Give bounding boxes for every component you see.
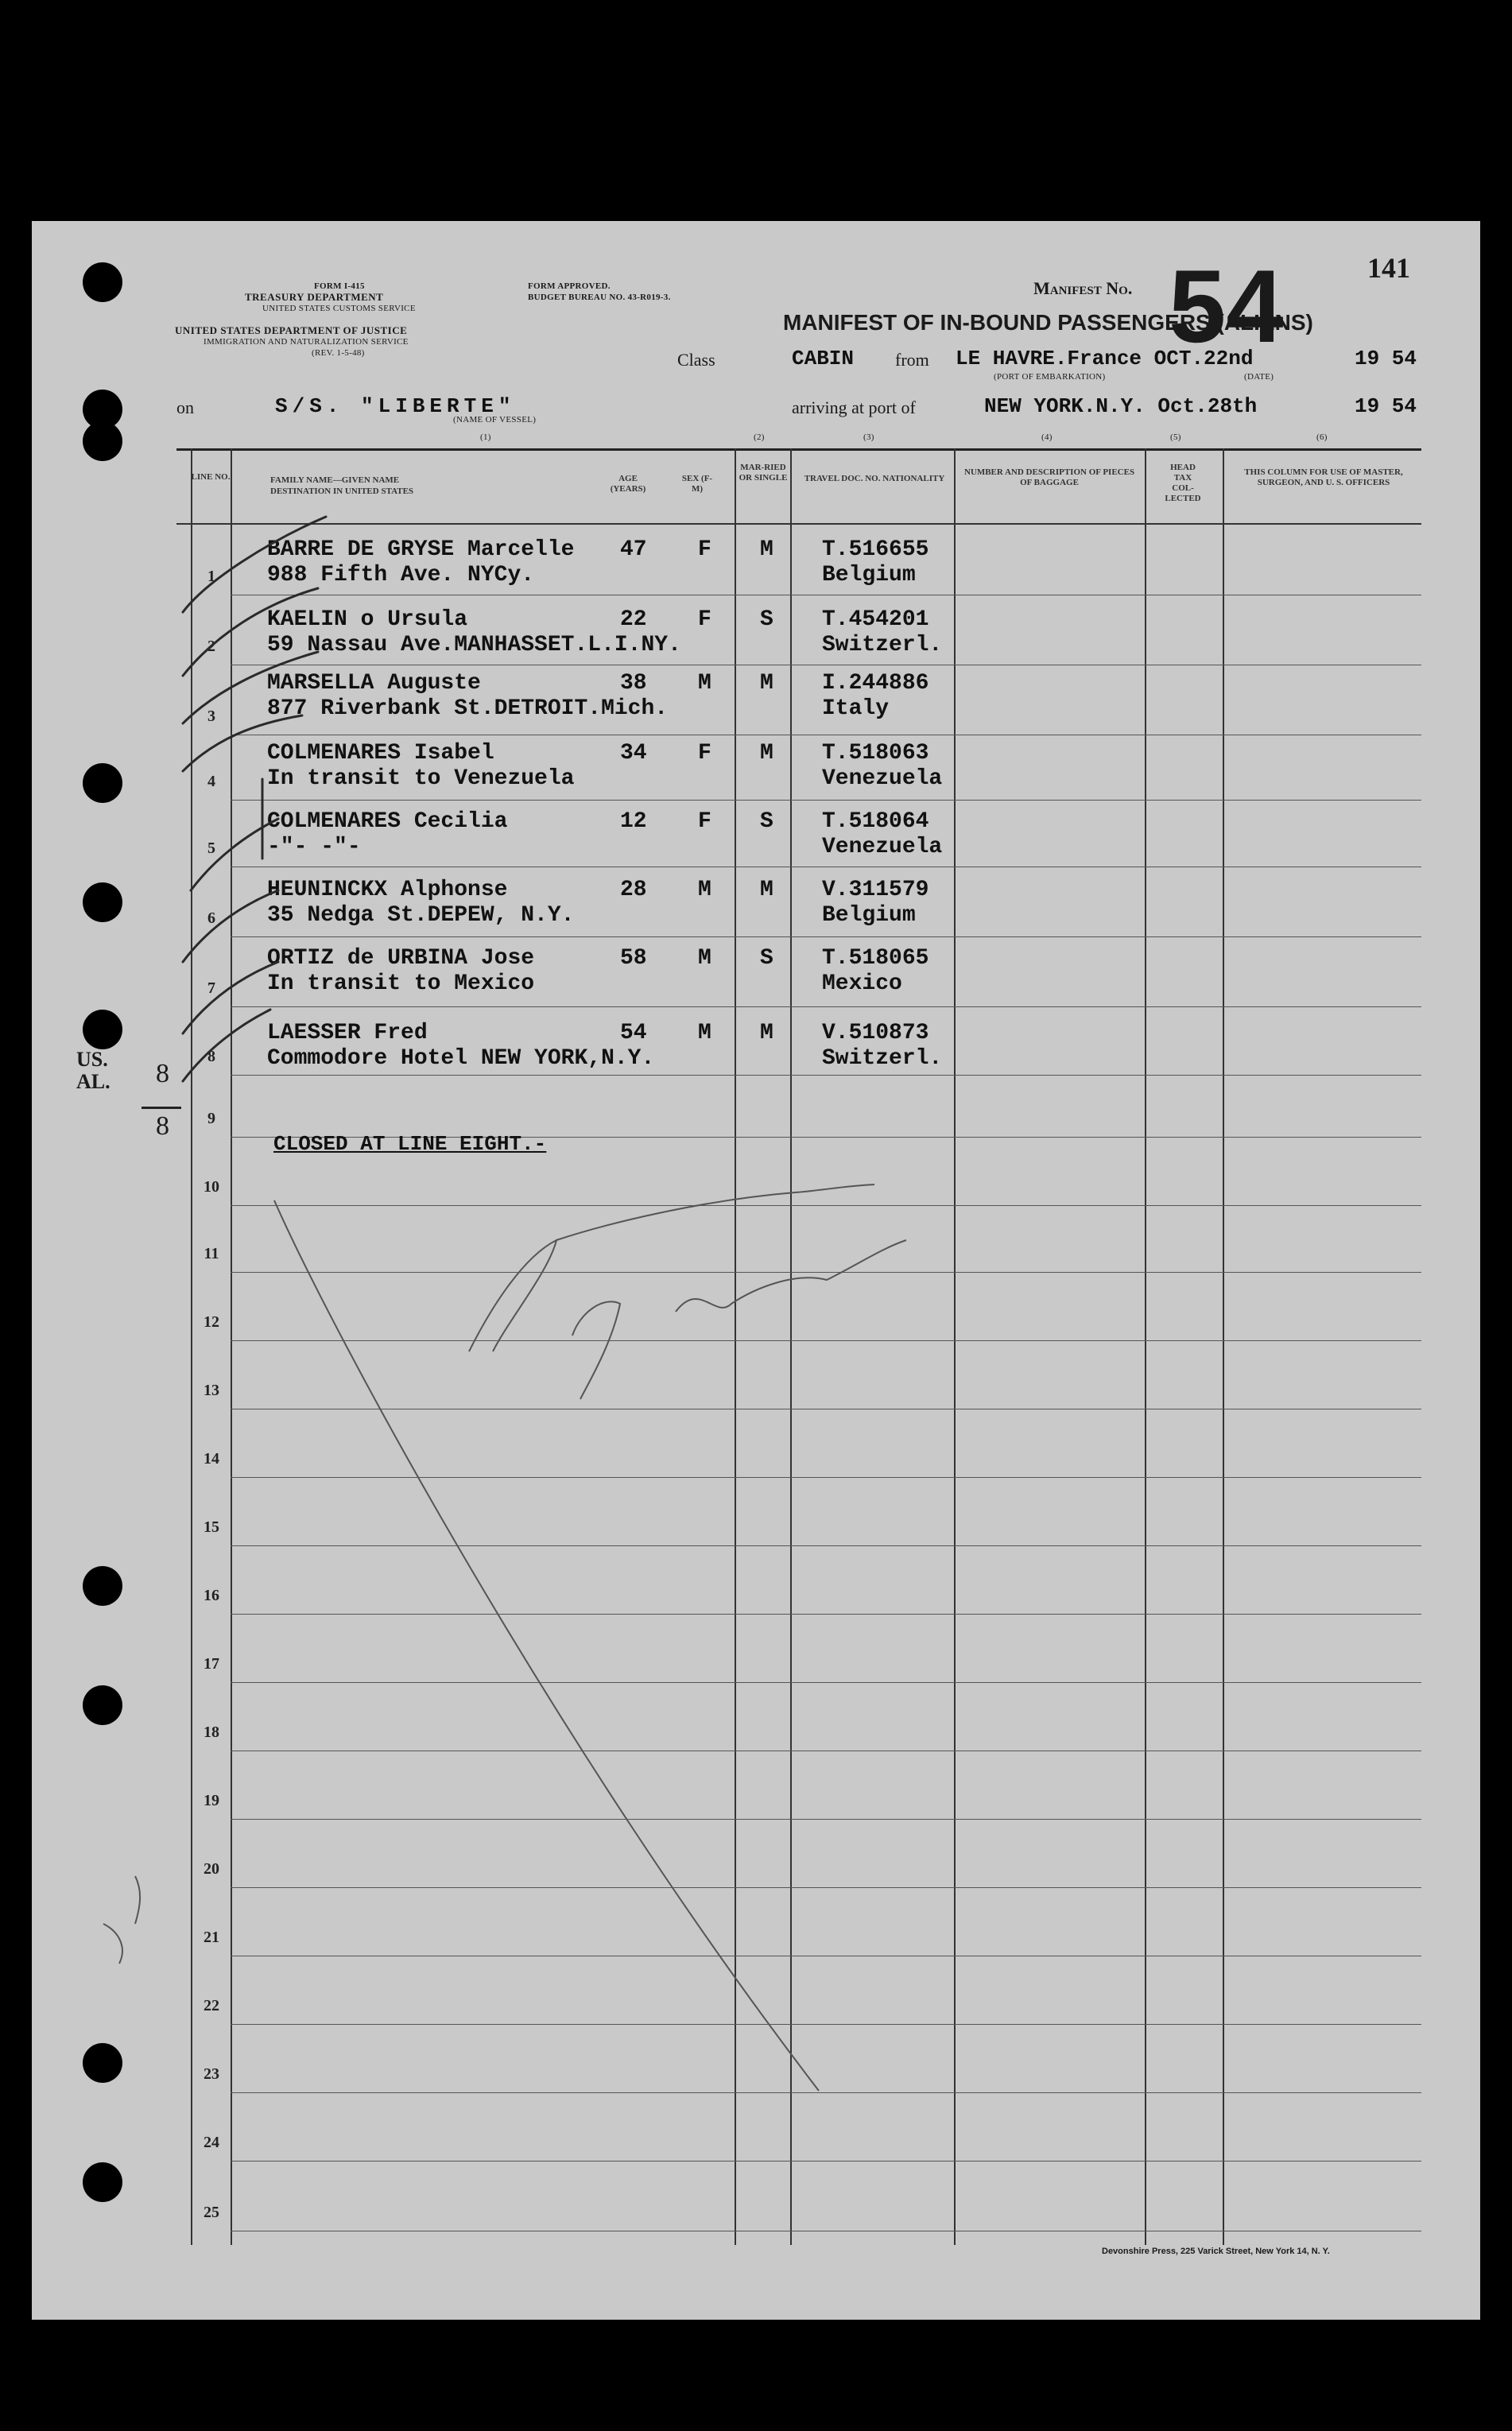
line-number: 7 <box>207 979 215 997</box>
passenger-nationality: Venezuela <box>822 835 943 859</box>
line-number: 12 <box>204 1313 219 1331</box>
line-number: 20 <box>204 1860 219 1878</box>
margin-note-count-1: 8 <box>156 1059 169 1088</box>
treasury-department: TREASURY DEPARTMENT <box>245 291 384 303</box>
margin-note-count-2: 8 <box>156 1111 169 1141</box>
on-label: on <box>176 397 194 417</box>
line-number: 17 <box>204 1655 219 1673</box>
passenger-name: COLMENARES Isabel <box>267 741 494 766</box>
col-header-married: MAR-RIED OR SINGLE <box>739 463 788 483</box>
passenger-nationality: Switzerl. <box>822 1046 943 1071</box>
passenger-name: ORTIZ de URBINA Jose <box>267 946 535 971</box>
passenger-destination: In transit to Venezuela <box>267 766 575 791</box>
passenger-travel-doc: V.311579 <box>822 878 929 902</box>
passenger-destination: -"- -"- <box>267 835 361 859</box>
col-num-1: (1) <box>480 432 491 442</box>
passenger-sex: F <box>698 607 711 632</box>
passenger-marital-status: M <box>760 1021 773 1045</box>
col-header-officers: THIS COLUMN FOR USE OF MASTER, SURGEON, AND U. S. OFFICERS <box>1244 467 1403 487</box>
line-number: 6 <box>207 909 215 927</box>
passenger-nationality: Belgium <box>822 563 916 587</box>
tick-mark-1 <box>183 517 326 612</box>
arriving-label: arriving at port of <box>792 397 916 417</box>
tick-mark-8 <box>183 1010 270 1081</box>
passenger-age: 22 <box>620 607 647 632</box>
passenger-sex: F <box>698 809 711 834</box>
line-number: 3 <box>207 708 215 725</box>
col-header-age: AGE (YEARS) <box>610 474 646 494</box>
signature-stroke-1 <box>469 1240 556 1351</box>
line-number: 22 <box>204 1997 219 2014</box>
passenger-marital-status: M <box>760 878 773 902</box>
passenger-travel-doc: I.244886 <box>822 671 929 696</box>
page-number: 141 <box>1367 252 1410 284</box>
passenger-marital-status: M <box>760 741 773 766</box>
closed-statement: CLOSED AT LINE EIGHT.- <box>273 1132 547 1156</box>
passenger-nationality: Venezuela <box>822 766 943 791</box>
line-number: 16 <box>204 1587 219 1604</box>
manifest-label: Manifest No. <box>1033 278 1133 298</box>
passenger-marital-status: M <box>760 537 773 562</box>
line-number: 14 <box>204 1450 219 1468</box>
passenger-travel-doc: T.518064 <box>822 809 929 834</box>
passenger-age: 34 <box>620 741 647 766</box>
budget-bureau: BUDGET BUREAU NO. 43-R019-3. <box>528 293 671 302</box>
line-number: 5 <box>207 839 215 857</box>
passenger-name: BARRE DE GRYSE Marcelle <box>267 537 575 562</box>
from-label: from <box>895 350 929 370</box>
passenger-age: 12 <box>620 809 647 834</box>
passenger-travel-doc: T.454201 <box>822 607 929 632</box>
col-header-travel-doc: TRAVEL DOC. NO. NATIONALITY <box>804 474 945 483</box>
tick-mark-3 <box>183 652 318 723</box>
year-1: 19 54 <box>1355 347 1417 370</box>
passenger-name: COLMENARES Cecilia <box>267 809 508 834</box>
passenger-destination: 988 Fifth Ave. NYCy. <box>267 563 535 587</box>
port-embarkation-caption: (PORT OF EMBARKATION) <box>994 372 1106 382</box>
passenger-travel-doc: T.518065 <box>822 946 929 971</box>
form-number: FORM I-415 <box>314 281 365 291</box>
department-of-justice: UNITED STATES DEPARTMENT OF JUSTICE <box>175 324 408 336</box>
col-header-name: FAMILY NAME—GIVEN NAME <box>270 475 400 485</box>
passenger-destination: 877 Riverbank St.DETROIT.Mich. <box>267 696 669 721</box>
passenger-sex: M <box>698 878 711 902</box>
signature-stroke-3 <box>572 1301 620 1399</box>
passenger-age: 58 <box>620 946 647 971</box>
date-caption: (DATE) <box>1244 372 1274 382</box>
line-number: 23 <box>204 2065 219 2083</box>
tick-mark-7 <box>183 962 278 1033</box>
col-header-line-no: LINE NO. <box>191 472 231 482</box>
passenger-age: 38 <box>620 671 647 696</box>
tick-mark-4 <box>183 715 302 771</box>
vessel-caption: (NAME OF VESSEL) <box>453 415 537 425</box>
line-number: 13 <box>204 1382 219 1399</box>
line-number: 15 <box>204 1518 219 1536</box>
line-number: 10 <box>204 1178 219 1196</box>
naturalization-service: IMMIGRATION AND NATURALIZATION SERVICE <box>204 337 409 347</box>
col-header-baggage: NUMBER AND DESCRIPTION OF PIECES OF BAGGAGE <box>963 467 1135 487</box>
year-2: 19 54 <box>1355 394 1417 418</box>
passenger-age: 54 <box>620 1021 647 1045</box>
form-approved: FORM APPROVED. <box>528 281 611 291</box>
passenger-name: KAELIN o Ursula <box>267 607 468 632</box>
passenger-sex: F <box>698 741 711 766</box>
passenger-name: LAESSER Fred <box>267 1021 428 1045</box>
from-value: LE HAVRE.France OCT.22nd <box>956 347 1254 370</box>
customs-service: UNITED STATES CUSTOMS SERVICE <box>262 304 416 313</box>
col-header-destination: DESTINATION IN UNITED STATES <box>270 487 414 496</box>
col-num-6: (6) <box>1316 432 1328 442</box>
passenger-destination: 59 Nassau Ave.MANHASSET.L.I.NY. <box>267 633 681 657</box>
passenger-marital-status: S <box>760 946 773 971</box>
passenger-sex: M <box>698 946 711 971</box>
passenger-destination: 35 Nedga St.DEPEW, N.Y. <box>267 903 575 928</box>
passenger-sex: M <box>698 671 711 696</box>
tick-mark-6 <box>183 890 278 962</box>
passenger-travel-doc: T.518063 <box>822 741 929 766</box>
cancel-line <box>274 1200 819 2091</box>
footer-imprint: Devonshire Press, 225 Varick Street, New York 14, N. Y. <box>1102 2247 1330 2256</box>
signature-stroke-4 <box>676 1240 906 1312</box>
passenger-sex: F <box>698 537 711 562</box>
tick-mark-5 <box>191 819 278 890</box>
col-header-head-tax: HEAD TAX COL-LECTED <box>1165 463 1201 503</box>
col-num-3: (3) <box>863 432 874 442</box>
line-number: 9 <box>207 1110 215 1127</box>
line-number: 4 <box>207 773 215 790</box>
tick-mark-2 <box>183 588 318 676</box>
line-number: 2 <box>207 638 215 655</box>
passenger-nationality: Belgium <box>822 903 916 928</box>
passenger-nationality: Mexico <box>822 971 902 996</box>
manifest-title: MANIFEST OF IN-BOUND PASSENGERS (ALIENS) <box>783 310 1313 335</box>
passenger-marital-status: S <box>760 607 773 632</box>
col-num-2: (2) <box>754 432 765 442</box>
passenger-age: 47 <box>620 537 647 562</box>
margin-note-us: US. <box>76 1048 108 1071</box>
passenger-destination: In transit to Mexico <box>267 971 535 996</box>
vessel-name: S/S. "LIBERTE" <box>275 394 516 418</box>
passenger-name: HEUNINCKX Alphonse <box>267 878 508 902</box>
line-number: 25 <box>204 2204 219 2221</box>
class-label: Class <box>677 350 715 370</box>
line-number: 8 <box>207 1048 215 1065</box>
revision: (REV. 1-5-48) <box>312 348 365 358</box>
manifest-number: 54 <box>1169 248 1284 364</box>
passenger-sex: M <box>698 1021 711 1045</box>
passenger-nationality: Switzerl. <box>822 633 943 657</box>
margin-scribble <box>103 1876 140 1964</box>
arriving-value: NEW YORK.N.Y. Oct.28th <box>984 394 1258 418</box>
passenger-age: 28 <box>620 878 647 902</box>
passenger-marital-status: S <box>760 809 773 834</box>
passenger-travel-doc: V.510873 <box>822 1021 929 1045</box>
line-number: 18 <box>204 1723 219 1741</box>
line-number: 21 <box>204 1929 219 1946</box>
class-value: CABIN <box>792 347 855 370</box>
passenger-name: MARSELLA Auguste <box>267 671 481 696</box>
passenger-travel-doc: T.516655 <box>822 537 929 562</box>
passenger-destination: Commodore Hotel NEW YORK,N.Y. <box>267 1046 655 1071</box>
col-num-5: (5) <box>1170 432 1181 442</box>
margin-note-al: AL. <box>76 1070 110 1093</box>
line-number: 24 <box>204 2134 219 2151</box>
signature-stroke-2 <box>556 1184 874 1240</box>
line-number: 19 <box>204 1792 219 1809</box>
passenger-marital-status: M <box>760 671 773 696</box>
passenger-nationality: Italy <box>822 696 890 721</box>
col-num-4: (4) <box>1041 432 1053 442</box>
line-number: 1 <box>207 568 215 585</box>
line-number: 11 <box>204 1245 219 1262</box>
col-header-sex: SEX (F-M) <box>681 474 713 494</box>
